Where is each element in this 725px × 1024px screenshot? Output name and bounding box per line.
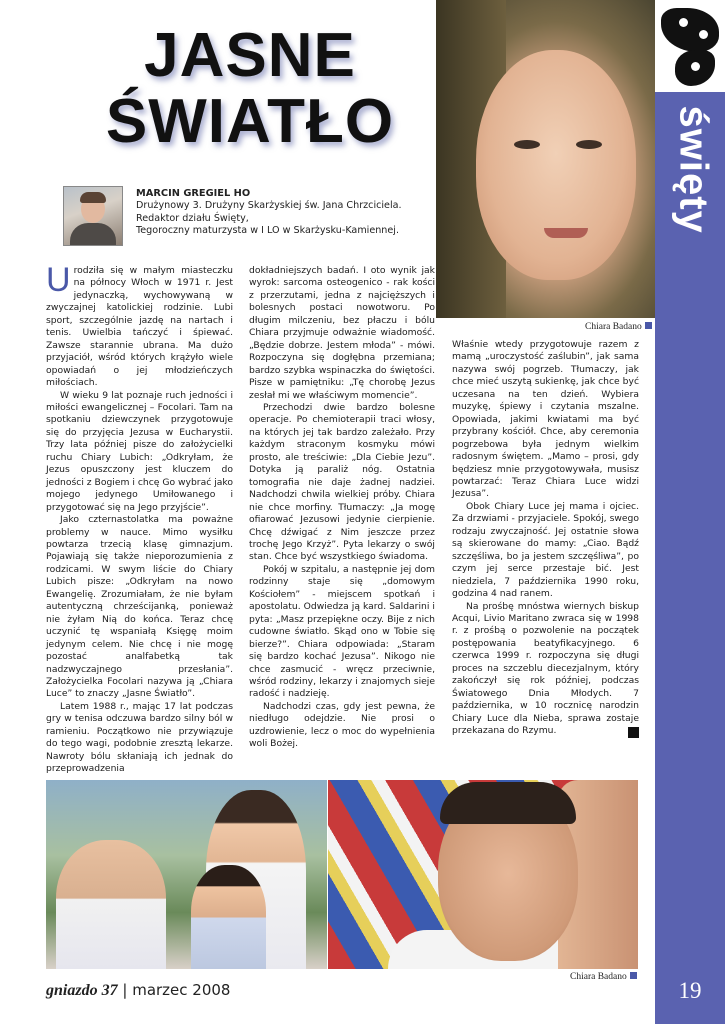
article-title-line-1: JASNE: [144, 21, 356, 90]
author-info: [136, 188, 436, 238]
magazine-name: gniazdo 37: [46, 982, 118, 999]
paragraph: W wieku 9 lat poznaje ruch jedności i miłości ewangelicznej – Focolari. Tam na spotkaniu dziewczynek przygotowuje się do przyjęcia Jezusa w Eucharystii. Trzy lata później pisze do założycielki ruchu Chiary Lubich: „Odkryłam, że Jezus opuszczony jest kluczem do jedności z Bogiem i chcę Go wybrać jako mojego jedynego Umiłowanego i przygotować się na Jego przyjście”.: [46, 389, 233, 513]
paragraph: Przechodzi dwie bardzo bolesne operacje. Po chemioterapii traci włosy, na których jej tak bardzo zależało. Przy każdym straconym kosmyku mówi prosto, ale treściwie: „Dla Ciebie Jezu”. Dotyka ją paraliż nóg. Ostatnia tomografia nie daje żadnej nadziei. Nadchodzi chwila wielkiej próby. Chiara nie chce morfiny. Tłumaczy: „Ja mogę ofiarować Jezusowi jedynie cierpienie. Chcę dźwigać z Nim jeszcze przez trochę Jego Krzyż”. Pyta lekarzy o swój stan. Chce być wszystkiego świadoma.: [249, 401, 435, 563]
section-label: święty: [671, 105, 716, 234]
drop-cap: U: [46, 261, 71, 299]
caption-square-icon: [630, 972, 637, 979]
article-title-line-2: ŚWIATŁO: [105, 87, 395, 156]
author-bio-line: Tegoroczny maturzysta w I LO w Skarżysku-Kamiennej.: [136, 225, 400, 237]
caption-square-icon: [645, 322, 652, 329]
paragraph: Urodziła się w małym miasteczku na północy Włoch w 1971 r. Jest jedynaczką, wychowywaną w zwyczajnej katolickiej rodzinie. Lubi sport, szczególnie jazdę na nartach i tenis. Uwielbia tańczyć i śpiewać. Zawsze starannie ubrana. Ma dużo przyjaciół, wśród których krążyło wiele opowiadań o jej młodzieńczych miłościach.: [46, 261, 233, 389]
page-number: 19: [678, 978, 702, 1003]
paragraph: Latem 1988 r., mając 17 lat podczas gry w tenisa odczuwa bardzo silny ból w ramieniu. Początkowo nie przywiązuje do tego wagi, podobnie zresztą lekarze. Nawroty bólu skłaniają ich jednak do przeprowadzenia: [46, 700, 233, 775]
photo-caption-top: Chiara Badano: [585, 322, 652, 332]
article-column-2: [249, 265, 435, 751]
article-column-3: [452, 339, 650, 738]
issue-date: marzec 2008: [132, 981, 231, 999]
footer: [46, 981, 230, 1000]
paragraph: dokładniejszych badań. I oto wynik jak wyrok: sarcoma osteogenico - rak kości z przerzutami, jedna z najcięższych i bolesnych postaci nowotworu. Po długim milczeniu, bez płaczu i bólu Chiara przyjmuje odważnie wiadomość. „Będzie dobrze. Jestem młoda” - mówi. Rozpoczyna się dogłębna przemiana; bardzo szybka wspinaczka do świętości. Pisze w pamiętniku: „Tę chorobę Jezus zesłał mi we właściwym momencie”.: [249, 265, 435, 401]
author-photo: [63, 186, 123, 246]
author-bio-line: Drużynowy 3. Drużyny Skarżyskiej św. Jana Chrzciciela.: [136, 200, 402, 212]
author-name: MARCIN GREGIEL HO: [136, 188, 251, 199]
article-column-1: [46, 261, 233, 776]
photo-caption-bottom: Chiara Badano: [570, 972, 637, 982]
end-of-article-icon: ✎: [628, 727, 639, 738]
paragraph: Właśnie wtedy przygotowuje razem z mamą „uroczystość zaślubin”, jak sama nazywa swój pogrzeb. Tłumaczy, jak chce mieć uszytą sukienkę, jak chce być uczesana na ten dzień. Wybiera muzykę, śpiewy i czytania mszalne. Opowiada, jakimi kwiatami ma być przybrany kościół. Chce, aby ceremonia pogrzebowa była jednym wielkim radosnym świętem. „Mamo – prosi, gdy będziesz mnie przygotowywała, musisz powtarzać: Teraz Chiara Luce widzi Jezusa”.: [452, 339, 639, 500]
paragraph: Obok Chiary Luce jej mama i ojciec. Za drzwiami - przyjaciele. Spokój, swego rodzaju zwyczajność. Jej ostatnie słowa są skierowane do mamy: „Ciao. Bądź szczęśliwa, bo ja jestem szczęśliwa”, po czym jej serce przestaje bić. Jest niedziela, 7 października 1990 roku, godzina 4 nad ranem.: [452, 500, 639, 600]
paragraph: Nadchodzi czas, gdy jest pewna, że niedługo odejdzie. Nie prosi o uzdrowienie, lecz o moc do wypełnienia woli Bożej.: [249, 700, 435, 750]
author-bio-line: Redaktor działu Święty,: [136, 212, 249, 224]
hospital-photo: [328, 780, 638, 969]
magazine-logo-icon: [655, 0, 725, 92]
paragraph: Jako czternastolatka ma poważne problemy w nauce. Mimo wysiłku powtarza trzecią klasę gimnazjum. Pojawiają się także nieporozumienia z rodzicami. W swym liście do Chiary Lubich pisze: „Odkryłam na nowo Ewangelię. Zrozumiałam, że nie byłam autentyczną chrześcijanką, ponieważ nie żyłam Nią do końca. Teraz chcę uczynić tę wspaniałą Księgę moim jedynym celem. Nie chcę i nie mogę pozostać analfabetką tak nadzwyczajnego przesłania”. Założycielka Focolari nazywa ją „Chiara Luce” to znaczy „Jasne Światło”.: [46, 514, 233, 700]
paragraph: Pokój w szpitalu, a następnie jej dom rodzinny staje się „domowym Kościołem” - miejscem spotkań i apostolatu. Odwiedza ją kard. Saldarini i pyta: „Masz przepiękne oczy. Bije z nich cudowne światło. Skąd ono w Tobie się bierze?”. Chiara odpowiada: „Staram się bardzo kochać Jezusa”. Nikogo nie chce zasmucić - wręcz przeciwnie, wśród rodziny, lekarzy i znajomych sieje radość i nadzieję.: [249, 563, 435, 700]
paragraph: Na prośbę mnóstwa wiernych biskup Acqui, Livio Maritano zwraca się w 1998 r. z prośbą o pozwolenie na początek postępowania beatyfikacyjnego. 6 czerwca 1999 r. rozpoczyna się długi proces na szczeblu diecezjalnym, który zakończył się rok później, podczas Światowego Dnia Młodych. 7 października, w 10 rocznicę narodzin Chiary Luce dla Nieba, sprawa zostaje przekazana do Rzymu. ✎: [452, 600, 650, 738]
portrait-photo: [436, 0, 655, 318]
group-photo: [46, 780, 327, 969]
footer-separator: |: [122, 981, 128, 999]
